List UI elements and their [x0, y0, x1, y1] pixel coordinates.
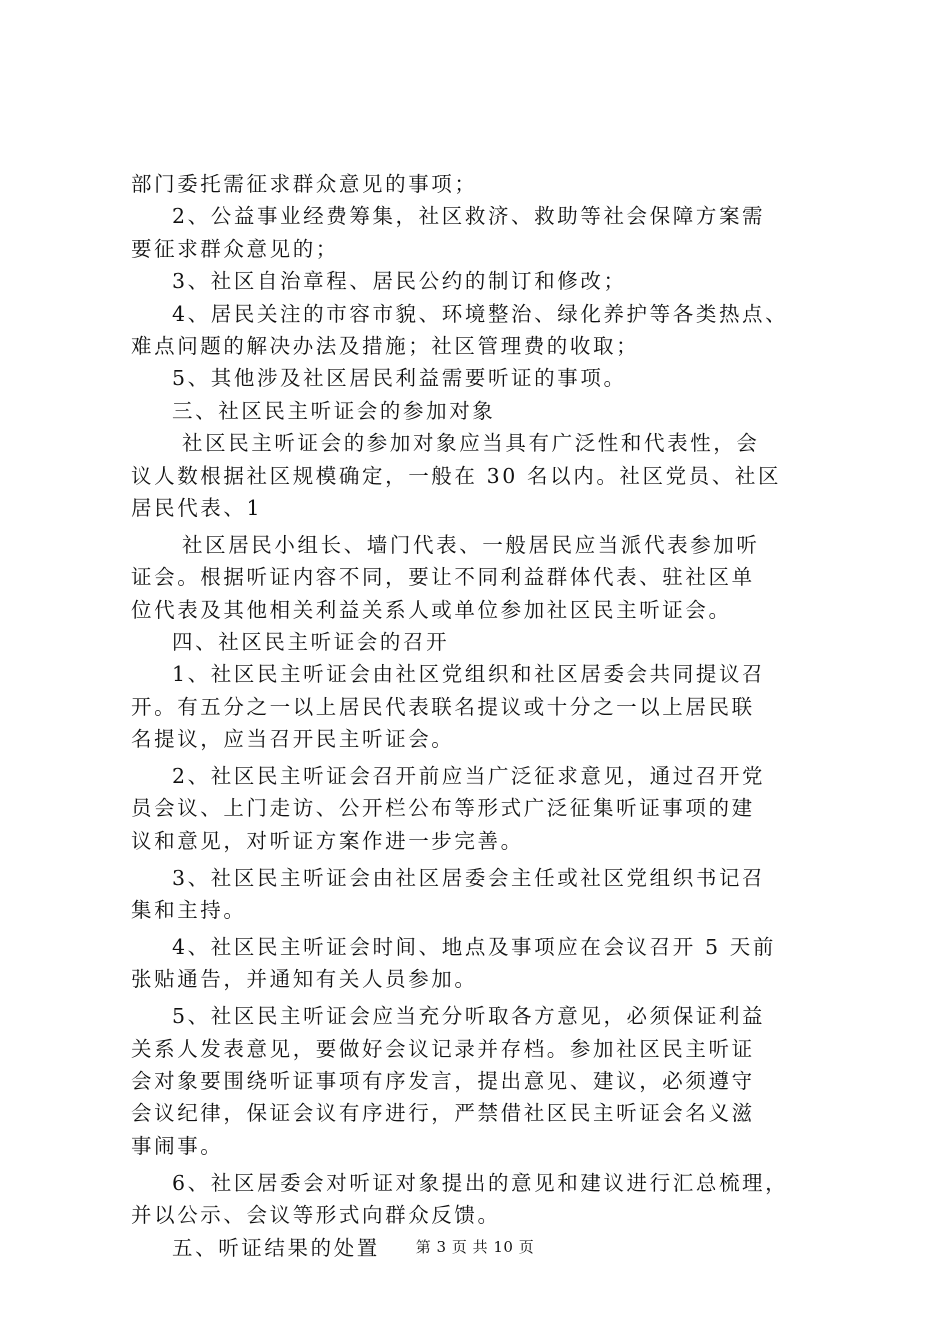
paragraph-line: 事闹事。 [131, 1133, 224, 1158]
list-item-6: 6、社区居委会对听证对象提出的意见和建议进行汇总梳理， [172, 1170, 789, 1195]
section-heading-3: 三、社区民主听证会的参加对象 [172, 398, 496, 423]
paragraph-line: 张贴通告，并通知有关人员参加。 [131, 967, 478, 992]
paragraph-line: 并以公示、会议等形式向群众反馈。 [131, 1203, 501, 1228]
list-item-1: 1、社区民主听证会由社区党组织和社区居委会共同提议召 [172, 662, 766, 687]
paragraph-line: 社区民主听证会的参加对象应当具有广泛性和代表性，会 [182, 431, 760, 456]
paragraph-line: 部门委托需征求群众意见的事项； [131, 172, 478, 196]
list-item-4: 4、居民关注的市容市貌、环境整治、绿化养护等各类热点、 [172, 301, 789, 326]
list-item-3: 3、社区民主听证会由社区居委会主任或社区党组织书记召 [172, 865, 766, 890]
paragraph-line: 会议纪律，保证会议有序进行，严禁借社区民主听证会名义滋 [131, 1101, 755, 1126]
list-item-5: 5、社区民主听证会应当充分听取各方意见，必须保证利益 [172, 1004, 766, 1029]
paragraph-line: 难点问题的解决办法及措施；社区管理费的收取； [131, 333, 640, 358]
paragraph-line: 名提议，应当召开民主听证会。 [131, 727, 455, 752]
paragraph-line: 证会。根据听证内容不同，要让不同利益群体代表、驻社区单 [131, 565, 755, 590]
paragraph-line: 要征求群众意见的； [131, 236, 339, 261]
list-item-4: 4、社区民主听证会时间、地点及事项应在会议召开 5 天前 [172, 934, 776, 959]
paragraph-line: 居民代表、1 [131, 495, 263, 520]
paragraph-line: 会对象要围绕听证事项有序发言，提出意见、建议，必须遵守 [131, 1069, 755, 1094]
paragraph-line: 关系人发表意见，要做好会议记录并存档。参加社区民主听证 [131, 1036, 755, 1061]
list-item-2: 2、社区民主听证会召开前应当广泛征求意见，通过召开党 [172, 764, 766, 789]
list-item-5: 5、其他涉及社区居民利益需要听证的事项。 [172, 366, 627, 391]
paragraph-line: 位代表及其他相关利益关系人或单位参加社区民主听证会。 [131, 597, 732, 622]
page-number-footer: 第 3 页 共 10 页 [415, 1238, 535, 1256]
paragraph-line: 开。有五分之一以上居民代表联名提议或十分之一以上居民联 [131, 694, 755, 719]
section-heading-5: 五、听证结果的处置 [172, 1235, 380, 1260]
list-item-3: 3、社区自治章程、居民公约的制订和修改； [172, 269, 627, 294]
paragraph-line: 员会议、上门走访、公开栏公布等形式广泛征集听证事项的建 [131, 796, 755, 821]
paragraph-line: 社区居民小组长、墙门代表、一般居民应当派代表参加听 [182, 532, 760, 557]
list-item-2: 2、公益事业经费筹集，社区救济、救助等社会保障方案需 [172, 204, 766, 229]
paragraph-line: 集和主持。 [131, 898, 247, 923]
document-body [131, 168, 851, 1264]
paragraph-line: 议人数根据社区规模确定，一般在 30 名以内。社区党员、社区 [131, 463, 782, 488]
paragraph-line: 议和意见，对听证方案作进一步完善。 [131, 828, 524, 853]
section-heading-4: 四、社区民主听证会的召开 [172, 629, 450, 654]
